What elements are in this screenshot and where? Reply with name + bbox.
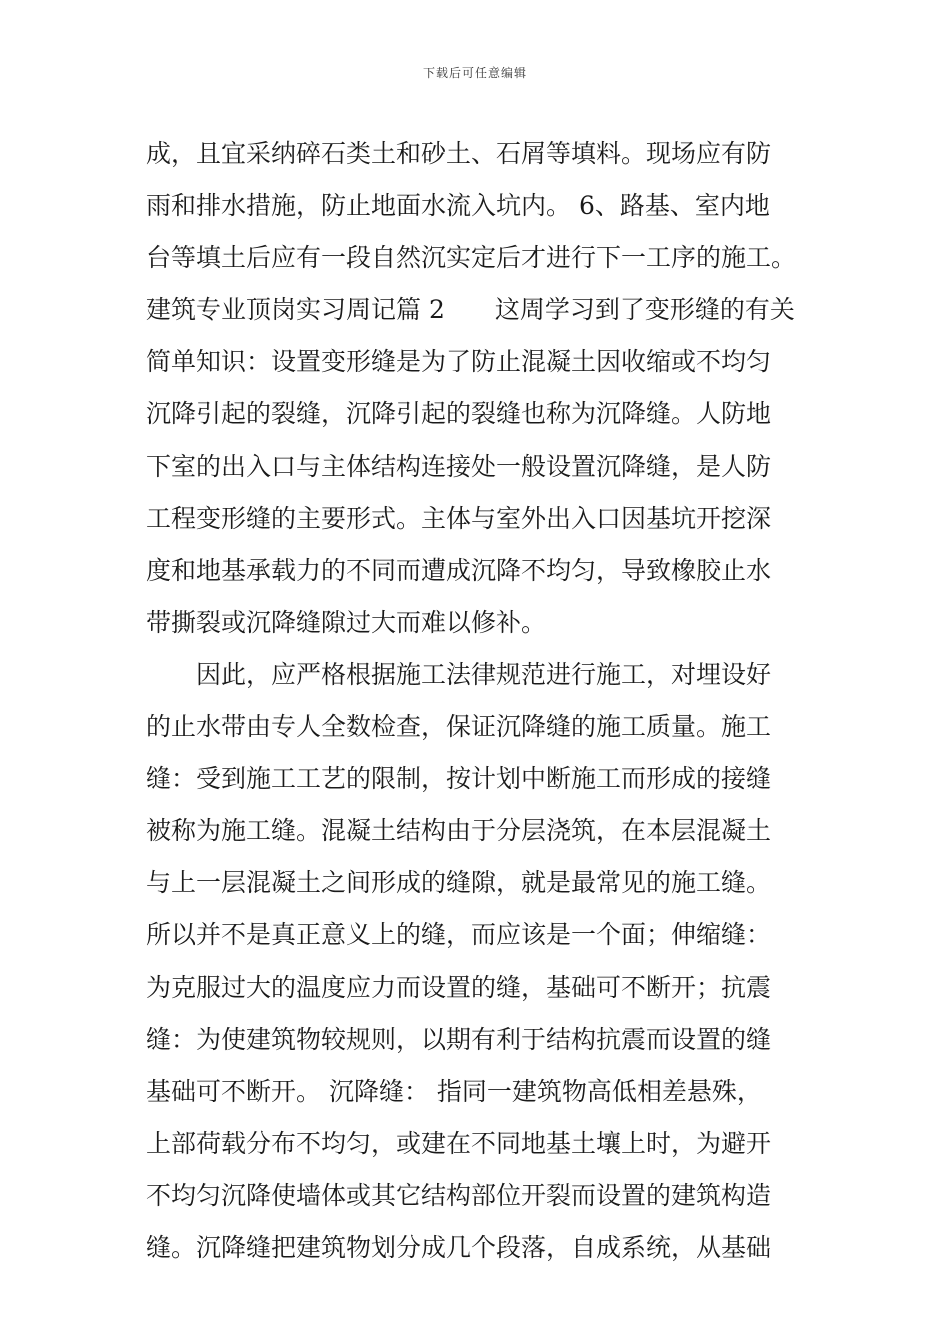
text-line: 上部荷载分布不均匀，或建在不同地基土壤上时，为避开 [146, 1128, 772, 1158]
text-line: 下室的出入口与主体结构连接处一般设置沉降缝，是人防 [146, 451, 772, 481]
text-line: 基础可不断开。 沉降缝： 指同一建筑物高低相差悬殊， [146, 1076, 762, 1106]
text-line: 沉降引起的裂缝，沉降引起的裂缝也称为沉降缝。人防地 [146, 399, 772, 429]
text-line: 为克服过大的温度应力而设置的缝，基础可不断开；抗震 [146, 972, 772, 1002]
text-line: 度和地基承载力的不同而遭成沉降不均匀，导致橡胶止水 [146, 555, 772, 585]
text-line: 工程变形缝的主要形式。主体与室外出入口因基坑开挖深 [146, 503, 772, 533]
text-line: 因此，应严格根据施工法律规范进行施工，对埋设好 [146, 659, 772, 689]
text-line: 雨和排水措施，防止地面水流入坑内。 6、路基、室内地 [146, 191, 770, 221]
text-line: 所以并不是真正意义上的缝，而应该是一个面；伸缩缝： [146, 920, 772, 950]
text-line: 被称为施工缝。混凝土结构由于分层浇筑，在本层混凝土 [146, 816, 772, 846]
text-line: 缝：受到施工工艺的限制，按计划中断施工而形成的接缝 [146, 764, 772, 794]
text-line: 成，且宜采纳碎石类土和砂土、石屑等填料。现场应有防 [146, 139, 772, 168]
text-line: 简单知识：设置变形缝是为了防止混凝土因收缩或不均匀 [146, 347, 772, 377]
body-text [146, 128, 810, 1274]
page-header: 下载后可任意编辑 [422, 66, 527, 80]
text-line: 的止水带由专人全数检查，保证沉降缝的施工质量。施工 [146, 712, 772, 742]
text-line: 带撕裂或沉降缝隙过大而难以修补。 [146, 607, 547, 637]
text-line: 建筑专业顶岗实习周记篇 2 这周学习到了变形缝的有关 [146, 295, 795, 325]
text-line: 不均匀沉降使墙体或其它结构部位开裂而设置的建筑构造 [146, 1180, 772, 1210]
text-line: 缝：为使建筑物较规则，以期有利于结构抗震而设置的缝 [146, 1024, 772, 1054]
text-line: 台等填土后应有一段自然沉实定后才进行下一工序的施工。 [146, 243, 797, 273]
text-line: 缝。沉降缝把建筑物划分成几个段落，自成系统，从基础 [146, 1232, 772, 1262]
text-line: 与上一层混凝土之间形成的缝隙，就是最常见的施工缝。 [146, 868, 772, 898]
